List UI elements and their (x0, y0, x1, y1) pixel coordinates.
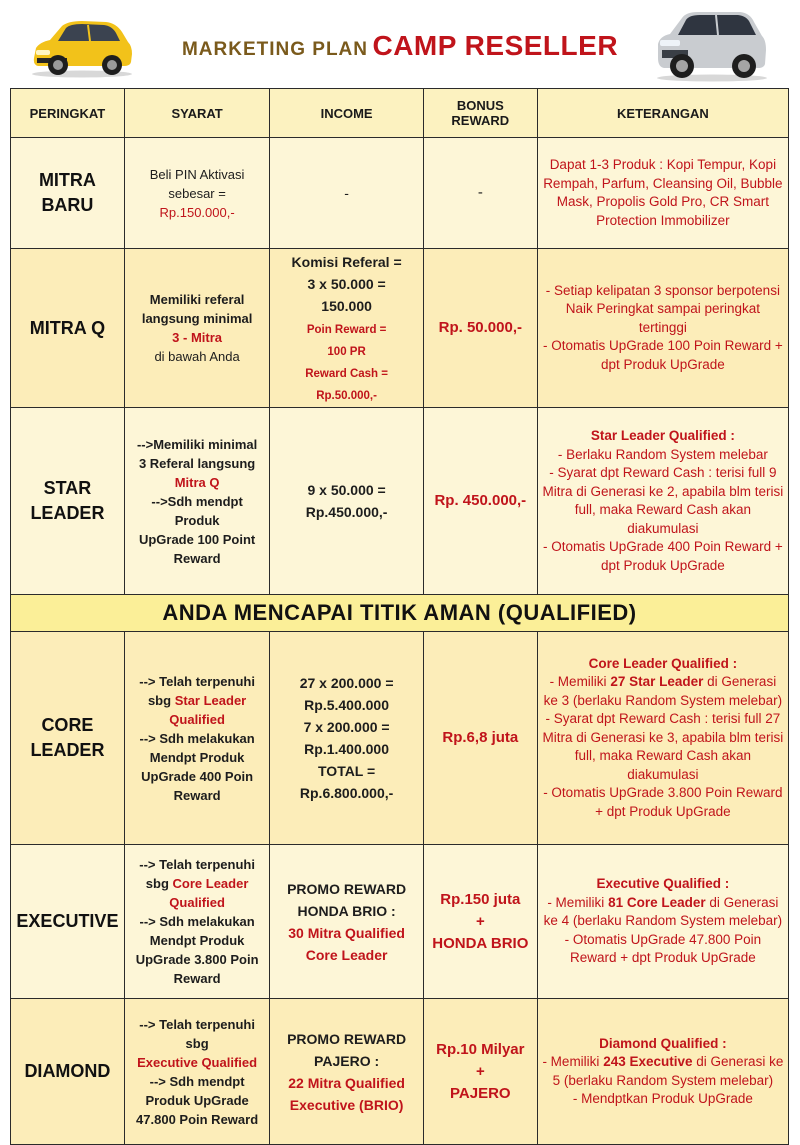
bonus-line: + (475, 1062, 485, 1080)
bonus-line: Rp.150 juta (440, 890, 521, 908)
keterangan-line: - Syarat dpt Reward Cash : terisi full 9 Mitra di Generasi ke 2, apabila blm terisi full, maka Reward Cash akan diakumulasi (542, 465, 784, 536)
table-row-mitra-baru (11, 138, 789, 249)
keterangan-line: - Setiap kelipatan 3 sponsor berpotensi Naik Peringkat sampai peringkat tertinggi (545, 282, 780, 335)
income-line: 3 x 50.000 = (307, 276, 386, 292)
syarat-cell (124, 845, 269, 999)
syarat-line: --> Telah terpenuhi (139, 857, 255, 872)
keterangan-title: Core Leader Qualified (588, 655, 729, 671)
syarat-line: -->Sdh mendpt Produk (151, 493, 243, 528)
income-line: TOTAL = (318, 763, 376, 779)
bonus-line: HONDA BRIO (432, 934, 529, 952)
syarat-line: --> Sdh melakukan (139, 914, 255, 929)
rank-line: LEADER (30, 740, 105, 760)
bonus-cell (423, 845, 537, 999)
rank-cell (11, 408, 125, 595)
header-syarat: SYARAT (124, 89, 269, 138)
syarat-line: 47.800 Poin Reward (136, 1111, 259, 1127)
syarat-line: UpGrade 3.800 Poin (135, 952, 259, 967)
syarat-line: sbg (145, 876, 169, 891)
syarat-line: UpGrade 100 Point (138, 531, 256, 547)
income-line: 7 x 200.000 = (303, 719, 390, 735)
syarat-cell (124, 408, 269, 595)
marketing-plan-table (10, 88, 789, 1145)
syarat-line: Mendpt Produk (149, 749, 245, 765)
syarat-cell (124, 632, 269, 845)
income-line: PROMO REWARD (287, 1030, 407, 1047)
keterangan-cell: Star Leader Qualified : - Berlaku Random System melebar - Syarat dpt Reward Cash : terisi full 9 Mitra di Generasi ke 2, apabila blm terisi full, maka Reward Cash akan diakumulasi - Otomatis UpGrade 400 Poin Reward + dpt Produk UpGrade (537, 408, 788, 595)
table-row-star-leader (11, 408, 789, 595)
income-note: Rp.50.000,- (316, 390, 377, 402)
income-highlight: Executive (BRIO) (289, 1096, 404, 1113)
income-note: 100 PR (327, 346, 366, 358)
bonus-cell: Rp. 450.000,- (423, 408, 537, 595)
income-cell (270, 999, 424, 1145)
header-bonus-line2: REWARD (451, 113, 510, 128)
table-row-core-leader (11, 632, 789, 845)
table-header-row (11, 89, 789, 138)
income-line: Rp.450.000,- (305, 504, 388, 520)
rank-line: STAR (43, 478, 92, 498)
table-row-executive (11, 845, 789, 999)
rank-line: BARU (41, 195, 94, 215)
rank-cell (11, 138, 125, 249)
page-header (0, 0, 800, 86)
table-row-diamond (11, 999, 789, 1145)
income-cell: - (270, 138, 424, 249)
keterangan-line: - Memiliki (542, 1054, 600, 1069)
keterangan-cell: Core Leader Qualified : - Memiliki 27 Star Leader di Generasi ke 3 (berlaku Random System melebar) - Syarat dpt Reward Cash : terisi full 27 Mitra di Generasi ke 3, apabila blm terisi full, maka Reward Cash akan diakumulasi - Otomatis UpGrade 3.800 Poin Reward + dpt Produk UpGrade (537, 632, 788, 845)
keterangan-line: di Generasi ke 4 (berlaku Random System melebar) (543, 894, 783, 929)
rank-cell: DIAMOND (11, 999, 125, 1145)
bonus-cell: Rp.6,8 juta (423, 632, 537, 845)
keterangan-highlight: 81 Core Leader (608, 894, 706, 910)
income-line: PAJERO : (314, 1052, 380, 1069)
syarat-line: --> Telah terpenuhi (139, 1016, 255, 1032)
syarat-line: Reward (173, 971, 221, 986)
header-bonus-reward (423, 89, 537, 138)
income-note: Reward Cash = (305, 368, 388, 380)
keterangan-line: - Otomatis UpGrade 100 Poin Reward + dpt Produk UpGrade (543, 338, 783, 372)
syarat-line: Reward (173, 550, 221, 566)
bonus-cell: - (423, 138, 537, 249)
income-line: 9 x 50.000 = (307, 482, 386, 498)
title-part-2: CAMP RESELLER (372, 30, 619, 61)
syarat-line-highlight: Mitra Q (174, 474, 220, 490)
syarat-line-highlight: Core Leader (172, 876, 249, 891)
syarat-line: -->Memiliki minimal (136, 436, 258, 452)
keterangan-cell (537, 249, 788, 408)
syarat-cell (124, 999, 269, 1145)
keterangan-cell: Diamond Qualified : - Memiliki 243 Executive di Generasi ke 5 (berlaku Random System melebar) - Mendptkan Produk UpGrade (537, 999, 788, 1145)
keterangan-line: - Otomatis UpGrade 400 Poin Reward + dpt Produk UpGrade (543, 539, 783, 573)
income-line: Rp.6.800.000,- (299, 785, 394, 801)
qualified-banner-row (11, 595, 789, 632)
keterangan-line: - Mendptkan Produk UpGrade (572, 1091, 753, 1106)
income-line: 27 x 200.000 = (299, 675, 394, 691)
keterangan-line: - Memiliki (549, 674, 607, 690)
syarat-line: sebesar = (168, 185, 226, 201)
rank-cell: MITRA Q (11, 249, 125, 408)
syarat-line: Produk UpGrade (145, 1092, 249, 1108)
header-income: INCOME (270, 89, 424, 138)
rank-cell (11, 632, 125, 845)
keterangan-line: - Berlaku Random System melebar (557, 446, 768, 462)
syarat-price: Rp.150.000,- (159, 204, 235, 220)
income-cell (270, 408, 424, 595)
syarat-line: Memiliki referal (149, 292, 245, 307)
syarat-line-highlight: Star Leader (174, 692, 247, 708)
income-line: HONDA BRIO : (297, 902, 396, 919)
syarat-line: --> Telah terpenuhi (139, 673, 255, 689)
keterangan-line: di Generasi ke 5 (berlaku Random System melebar) (552, 1054, 784, 1088)
rank-cell: EXECUTIVE (11, 845, 125, 999)
keterangan-title: Executive Qualified (596, 876, 722, 892)
bonus-cell: Rp. 50.000,- (423, 249, 537, 408)
income-highlight: Core Leader (305, 946, 388, 963)
income-line: Rp.1.400.000 (304, 741, 390, 757)
bonus-line: + (475, 912, 485, 930)
syarat-line-highlight: Executive Qualified (137, 1054, 258, 1070)
syarat-line: sbg (147, 692, 172, 708)
syarat-line: --> Sdh mendpt (149, 1073, 245, 1089)
income-cell (270, 632, 424, 845)
rank-line: CORE (41, 715, 94, 735)
keterangan-highlight: 243 Executive (603, 1054, 693, 1069)
syarat-cell (124, 249, 269, 408)
syarat-line: di bawah Anda (154, 349, 240, 364)
income-cell (270, 845, 424, 999)
income-highlight: 30 Mitra Qualified (288, 924, 405, 941)
income-line: PROMO REWARD (287, 880, 407, 897)
rank-line: MITRA (38, 170, 96, 190)
keterangan-line: di Generasi ke 3 (berlaku Random System melebar) (543, 674, 783, 708)
header-bonus-line1: BONUS (456, 98, 504, 113)
title-part-1: MARKETING PLAN (181, 39, 369, 60)
keterangan-title: Diamond Qualified (599, 1035, 719, 1051)
syarat-line: 3 Referal langsung (138, 455, 256, 471)
income-cell (270, 249, 424, 408)
income-note: Poin Reward = (306, 324, 387, 336)
income-line: 150.000 (321, 298, 372, 314)
syarat-line-highlight: Qualified (169, 711, 225, 727)
income-line: Rp.5.400.000 (304, 697, 390, 713)
syarat-line: Beli PIN Aktivasi (149, 166, 245, 182)
keterangan-cell: Executive Qualified : - Memiliki 81 Core Leader di Generasi ke 4 (berlaku Random System melebar) - Otomatis UpGrade 47.800 Poin Reward + dpt Produk UpGrade (537, 845, 788, 999)
keterangan-line: - Memiliki (547, 894, 605, 910)
income-line: Komisi Referal = (291, 254, 402, 270)
header-keterangan: KETERANGAN (537, 89, 788, 138)
keterangan-title: Star Leader Qualified (590, 428, 727, 443)
bonus-line: Rp.10 Milyar (436, 1040, 525, 1058)
keterangan-highlight: 27 Star Leader (610, 674, 704, 690)
header-peringkat: PERINGKAT (11, 89, 125, 138)
syarat-line: Reward (173, 787, 221, 803)
table-row-mitra-q (11, 249, 789, 408)
keterangan-cell: Dapat 1-3 Produk : Kopi Tempur, Kopi Rempah, Parfum, Cleansing Oil, Bubble Mask, Propolis Gold Pro, CR Smart Protection Immobilizer (537, 138, 788, 249)
syarat-line: --> Sdh melakukan (139, 730, 255, 746)
syarat-line: sbg (185, 1035, 209, 1051)
syarat-line: langsung minimal (141, 311, 253, 326)
syarat-cell (124, 138, 269, 249)
keterangan-line: - Syarat dpt Reward Cash : terisi full 27 Mitra di Generasi ke 3, apabila blm terisi full, maka Reward Cash akan diakumulasi (542, 711, 784, 782)
income-highlight: 22 Mitra Qualified (288, 1074, 405, 1091)
keterangan-line: - Otomatis UpGrade 47.800 Poin Reward + dpt Produk UpGrade (564, 931, 762, 966)
bonus-cell (423, 999, 537, 1145)
rank-line: LEADER (30, 503, 105, 523)
bonus-line: PAJERO (450, 1084, 511, 1102)
qualified-banner: ANDA MENCAPAI TITIK AMAN (QUALIFIED) (11, 595, 789, 632)
syarat-line: UpGrade 400 Poin (141, 768, 254, 784)
syarat-line-highlight: 3 - Mitra (172, 330, 223, 345)
keterangan-line: - Otomatis UpGrade 3.800 Poin Reward + dpt Produk UpGrade (543, 785, 783, 819)
syarat-line: Mendpt Produk (149, 933, 245, 948)
silver-suv-car-image (652, 6, 770, 82)
syarat-line-highlight: Qualified (169, 895, 225, 910)
